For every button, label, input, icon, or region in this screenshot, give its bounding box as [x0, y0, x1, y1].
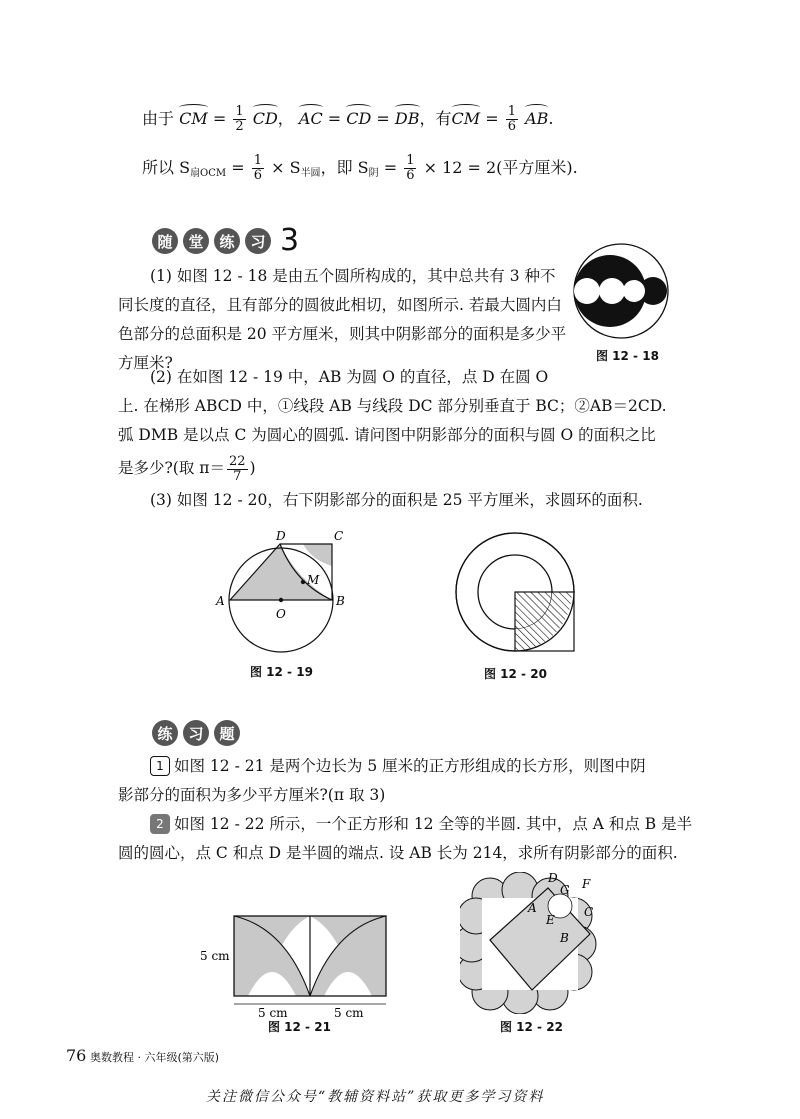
label-c: C [334, 529, 344, 543]
label-b: B [336, 594, 345, 608]
numerator: 1 [507, 104, 517, 119]
exercise-1 [150, 752, 646, 781]
exercise-number: 2 [150, 814, 170, 834]
figure-12-19 [208, 526, 358, 666]
fig19-point-m [301, 580, 305, 584]
fraction [506, 105, 518, 134]
label-a: A [528, 901, 537, 915]
watermark-text: 关注微信公众号“教辅资料站”获取更多学习资料 [206, 1089, 545, 1105]
label-d: D [548, 872, 558, 885]
fig21-dim-left: 5 cm [200, 949, 230, 963]
figure-12-21 [196, 908, 396, 1018]
label-g: G [560, 883, 570, 897]
text: = [212, 109, 227, 128]
problem-3-text: (3) 如图 12 - 20，右下阴影部分的面积是 25 平方厘米，求圆环的面积. [150, 491, 643, 509]
text-line: 上. 在梯形 ABCD 中，①线段 AB 与线段 DC 部分别垂直于 BC；②AB＝2CD. [118, 397, 667, 415]
subscript: 半圆 [300, 168, 321, 179]
fraction [252, 154, 264, 183]
caption-fig-12-20: 图 12 - 20 [484, 667, 547, 681]
heading-badge: 练 [152, 720, 178, 746]
arc-cm: CM [179, 107, 208, 131]
page-number: 76 [66, 1046, 87, 1065]
text: 所以 S [142, 158, 191, 177]
arc-cm-2: CM [452, 107, 481, 131]
arc-ab: AB [525, 107, 548, 131]
numerator: 1 [235, 104, 244, 119]
denominator: 6 [507, 119, 517, 134]
label-e: E [546, 913, 555, 927]
label-f: F [582, 877, 591, 891]
text-line [118, 454, 698, 484]
heading-badge: 题 [214, 720, 240, 746]
practice-heading [152, 223, 300, 258]
heading-badge: 堂 [183, 228, 209, 254]
fig19-point-o [279, 598, 283, 602]
fig18-white-circle-3 [623, 280, 645, 302]
text: 是多少?(取 π＝ [118, 459, 225, 477]
subscript: 扇OCM [190, 168, 227, 179]
figure-12-22 [460, 872, 600, 1014]
text: = [226, 158, 250, 177]
label-o: O [276, 607, 286, 621]
exercise-1-cont: 影部分的面积为多少平方厘米?(π 取 3) [118, 786, 386, 804]
label-m: M [307, 573, 320, 587]
problem-1-text: (1) 如图 12 - 18 是由五个圆所构成的，其中总共有 3 种不同长度的直径，且有部分的圆彼此相切，如图所示. 若最大圆内白色部分的总面积是 20 平方厘米，则其中阴影部分的面积是多少平方厘米? [118, 267, 567, 372]
text: 由于 [142, 109, 175, 128]
caption-fig-12-22: 图 12 - 22 [500, 1020, 563, 1034]
heading-badge: 习 [245, 228, 271, 254]
text: ，即 S [320, 158, 369, 177]
solution-line-2: 所以 $S_{扇OCM}$ = $\frac{1}{6}$ × $S_{半圆}$，即 $S_阴$ = $\frac{1}{6}$ × 12 = 2(平方厘米). [142, 153, 578, 183]
problem-2-text [118, 363, 698, 484]
book-title: 奥数教程 · 六年级(第六版) [90, 1051, 220, 1064]
label-b: B [560, 931, 569, 945]
exercise-2-cont: 圆的圆心，点 C 和点 D 是半圆的端点. 设 AB 长为 214，求所有阴影部分的面积. [118, 844, 678, 862]
arc-cd: CD [253, 107, 278, 131]
text: ，有 [419, 109, 452, 128]
figure-12-18 [572, 238, 672, 348]
label-c: C [584, 905, 594, 919]
fraction [233, 105, 245, 134]
text-line: (2) 在如图 12 - 19 中，AB 为圆 O 的直径，点 D 在圆 O [150, 368, 549, 386]
denominator: 6 [406, 168, 415, 183]
denominator: 6 [253, 168, 263, 183]
caption-fig-12-18: 图 12 - 18 [596, 349, 659, 363]
heading-number: 3 [280, 223, 300, 258]
heading-badge: 练 [214, 228, 240, 254]
arc-ac: AC [299, 107, 323, 131]
exercise-2 [150, 810, 692, 839]
numerator: 1 [406, 153, 415, 168]
fig18-white-circle-2 [599, 278, 625, 304]
caption-fig-12-21: 图 12 - 21 [268, 1020, 331, 1034]
figure-12-20 [452, 528, 582, 658]
heading-badge: 习 [183, 720, 209, 746]
fraction [227, 455, 248, 484]
fraction [404, 154, 416, 183]
text: 如图 12 - 21 是两个边长为 5 厘米的正方形组成的长方形，则图中阴 [174, 757, 646, 775]
label-d: D [276, 529, 286, 543]
exercise-number: 1 [150, 756, 170, 776]
numerator: 1 [253, 153, 263, 168]
label-a: A [216, 594, 225, 608]
text: × 12 = 2(平方厘米). [418, 158, 578, 177]
heading-badge: 随 [152, 228, 178, 254]
text: 如图 12 - 22 所示，一个正方形和 12 全等的半圆. 其中，点 A 和点 B 是半 [174, 815, 693, 833]
solution-line-1: 由于 CM = $\frac{1}{2}$ CD， AC = CD = DB，有CM = $\frac{1}{6}$ AB. [142, 104, 554, 134]
fig18-white-circle-1 [574, 278, 600, 304]
text: ， [277, 109, 294, 128]
arc-db: DB [395, 107, 420, 131]
fig21-dim-bottom-2: 5 cm [334, 1006, 364, 1018]
fig21-dim-bottom-1: 5 cm [258, 1006, 288, 1018]
caption-fig-12-19: 图 12 - 19 [250, 665, 313, 679]
arc-cd-2: CD [346, 107, 371, 131]
denominator: 7 [233, 468, 242, 484]
numerator: 22 [228, 453, 246, 469]
exercises-heading [152, 720, 245, 746]
text: × S [266, 158, 301, 177]
subscript: 阴 [368, 168, 379, 179]
text-line: 弧 DMB 是以点 C 为圆心的圆弧. 请问图中阴影部分的面积与圆 O 的面积之比 [118, 426, 656, 444]
denominator: 2 [235, 119, 244, 134]
text: ) [249, 459, 256, 477]
